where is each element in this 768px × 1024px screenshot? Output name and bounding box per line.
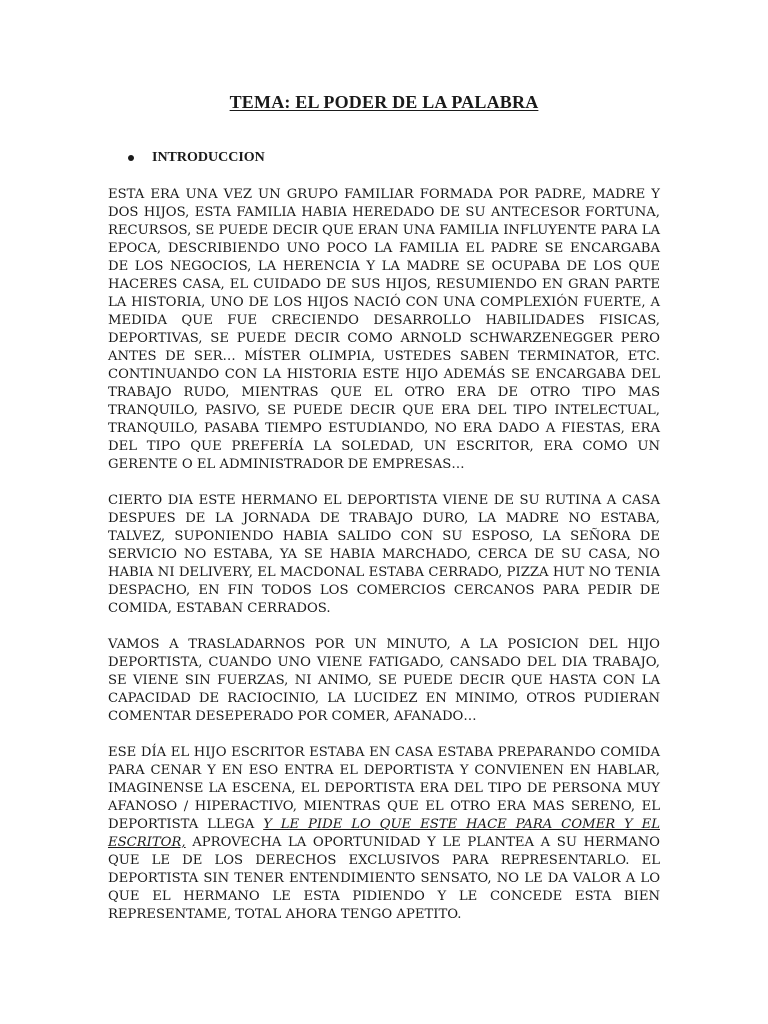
paragraph-4-end: APROVECHA LA OPORTUNIDAD Y LE PLANTEA A SU HERMANO QUE LE DE LOS DERECHOS EXCLUSIVOS PARA REPRESENTARLO. EL DEPORTISTA SIN TENER ENTENDIMIENTO SENSATO, NO LE DA VALOR A LO QUE EL HERMANO LE ESTA PIDIENDO Y LE CONCEDE ESTA BIEN REPRESENTAME, TOTAL AHORA TENGO APETITO. [108, 835, 660, 922]
paragraph-2: CIERTO DIA ESTE HERMANO EL DEPORTISTA VIENE DE SU RUTINA A CASA DESPUES DE LA JORNADA DE TRABAJO DURO, LA MADRE NO ESTABA, TALVEZ, SUPONIENDO HABIA SALIDO CON SU ESPOSO, LA SEÑORA DE SERVICIO NO ESTABA, YA SE HABIA MARCHADO, CERCA DE SU CASA, NO HABIA NI DELIVERY, EL MACDONAL ESTABA CERRADO, PIZZA HUT NO TENIA DESPACHO, EN FIN TODOS LOS COMERCIOS CERCANOS PARA PEDIR DE COMIDA, ESTABAN CERRADOS. [108, 493, 660, 616]
document-title: TEMA: EL PODER DE LA PALABRA [229, 92, 539, 112]
paragraph-4-start: ESE DÍA EL HIJO ESCRITOR ESTABA EN CASA ESTABA PREPARANDO COMIDA PARA CENAR Y EN ESO ENTRA EL DEPORTISTA Y CONVIENEN EN HABLAR, IMAGINENSE LA ESCENA, EL DEPORTISTA ERA DEL TIPO DE PERSONA MUY AFANOSO / HIPERACTIVO, MIENTRAS QUE EL OTRO ERA MAS SERENO, EL DEPORTISTA LLEGA [108, 745, 660, 832]
bullet-icon [128, 155, 134, 161]
section-heading: INTRODUCCION [152, 150, 265, 165]
paragraph-4-emphasis: Y LE PIDE LO QUE ESTE HACE PARA COMER Y EL ESCRITOR, [108, 817, 660, 850]
paragraph-1: ESTA ERA UNA VEZ UN GRUPO FAMILIAR FORMADA POR PADRE, MADRE Y DOS HIJOS, ESTA FAMILIA HABIA HEREDADO DE SU ANTECESOR FORTUNA, RECURSOS, SE PUEDE DECIR QUE ERAN UNA FAMILIA INFLUYENTE PARA LA EPOCA, DESCRIBIENDO UNO POCO LA FAMILIA EL PADRE SE ENCARGABA DE LOS NEGOCIOS, LA HERENCIA Y LA MADRE SE OCUPABA DE LOS QUE HACERES CASA, EL CUIDADO DE SUS HIJOS, RESUMIENDO EN GRAN PARTE LA HISTORIA, UNO DE LOS HIJOS NACIÓ CON UNA COMPLEXIÓN FUERTE, A MEDIDA QUE FUE CRECIENDO DESARROLLO HABILIDADES FISICAS, DEPORTIVAS, SE PUEDE DECIR COMO ARNOLD SCHWARZENEGGER PERO ANTES DE SER… MÍSTER OLIMPIA, USTEDES SABEN TERMINATOR, ETC. CONTINUANDO CON LA HISTORIA ESTE HIJO ADEMÁS SE ENCARGABA DEL TRABAJO RUDO, MIENTRAS QUE EL OTRO ERA DE OTRO TIPO MAS TRANQUILO, PASIVO, SE PUEDE DECIR QUE ERA DEL TIPO INTELECTUAL, TRANQUILO, PASABA TIEMPO ESTUDIANDO, NO ERA DADO A FIESTAS, ERA DEL TIPO QUE PREFERÍA LA SOLEDAD, UN ESCRITOR, ERA COMO UN GERENTE O EL ADMINISTRADOR DE EMPRESAS… [108, 187, 660, 472]
document-body [108, 186, 660, 942]
paragraph-4 [108, 744, 660, 924]
section-heading-row [128, 150, 265, 166]
paragraph-3: VAMOS A TRASLADARNOS POR UN MINUTO, A LA POSICION DEL HIJO DEPORTISTA, CUANDO UNO VIENE FATIGADO, CANSADO DEL DIA TRABAJO, SE VIENE SIN FUERZAS, NI ANIMO, SE PUEDE DECIR QUE HASTA CON LA CAPACIDAD DE RACIOCINIO, LA LUCIDEZ EN MINIMO, OTROS PUDIERAN COMENTAR DESEPERADO POR COMER, AFANADO… [108, 637, 660, 724]
